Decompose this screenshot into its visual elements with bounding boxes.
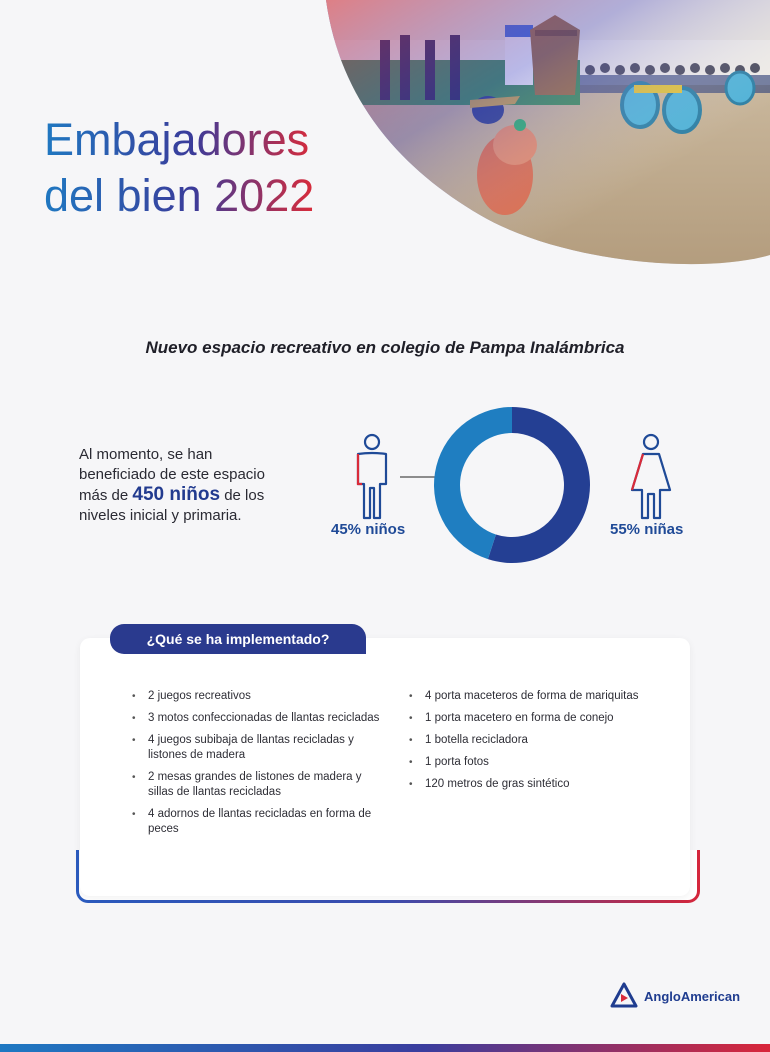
anglo-american-logo bbox=[610, 982, 740, 1010]
title-line-1: Embajadores bbox=[44, 114, 310, 165]
implemented-heading: ¿Qué se ha implementado? bbox=[110, 624, 366, 654]
beneficiaries-statement bbox=[79, 445, 279, 526]
list-item: • 1 botella recicladora bbox=[407, 733, 667, 748]
page-title bbox=[44, 112, 314, 224]
anglo-american-logo-icon bbox=[610, 982, 638, 1010]
stat-text-before: Al momento, se han beneficiado de este espacio más de bbox=[79, 446, 265, 504]
stat-highlight: 450 niños bbox=[132, 484, 221, 505]
stat-text-after: de los niveles inicial y primaria. bbox=[79, 487, 265, 524]
list-item: • 1 porta macetero en forma de conejo bbox=[407, 711, 667, 726]
implemented-list-right bbox=[407, 689, 667, 799]
title-line-2: del bien 2022 bbox=[44, 170, 315, 221]
list-item: • 2 juegos recreativos bbox=[130, 689, 390, 704]
girls-percent-label: 55% niñas bbox=[610, 521, 684, 538]
implemented-list-left bbox=[130, 689, 390, 844]
list-item: • 4 adornos de llantas recicladas en forma de peces bbox=[130, 807, 390, 837]
boy-icon bbox=[352, 432, 392, 522]
gender-donut-chart bbox=[390, 405, 620, 575]
list-item: • 4 juegos subibaja de llantas recicladas y listones de madera bbox=[130, 733, 390, 763]
list-item: • 120 metros de gras sintético bbox=[407, 777, 667, 792]
bottom-gradient-bar bbox=[0, 1044, 770, 1052]
list-item: • 2 mesas grandes de listones de madera y sillas de llantas recicladas bbox=[130, 770, 390, 800]
list-item: • 3 motos confeccionadas de llantas recicladas bbox=[130, 711, 390, 726]
list-item: • 4 porta maceteros de forma de mariquitas bbox=[407, 689, 667, 704]
boys-percent-label: 45% niños bbox=[331, 521, 406, 538]
brand-name: AngloAmerican bbox=[644, 988, 741, 1004]
section-subtitle: Nuevo espacio recreativo en colegio de Pampa Inalámbrica bbox=[145, 338, 625, 357]
list-item: • 1 porta fotos bbox=[407, 755, 667, 770]
girl-icon bbox=[630, 432, 672, 522]
